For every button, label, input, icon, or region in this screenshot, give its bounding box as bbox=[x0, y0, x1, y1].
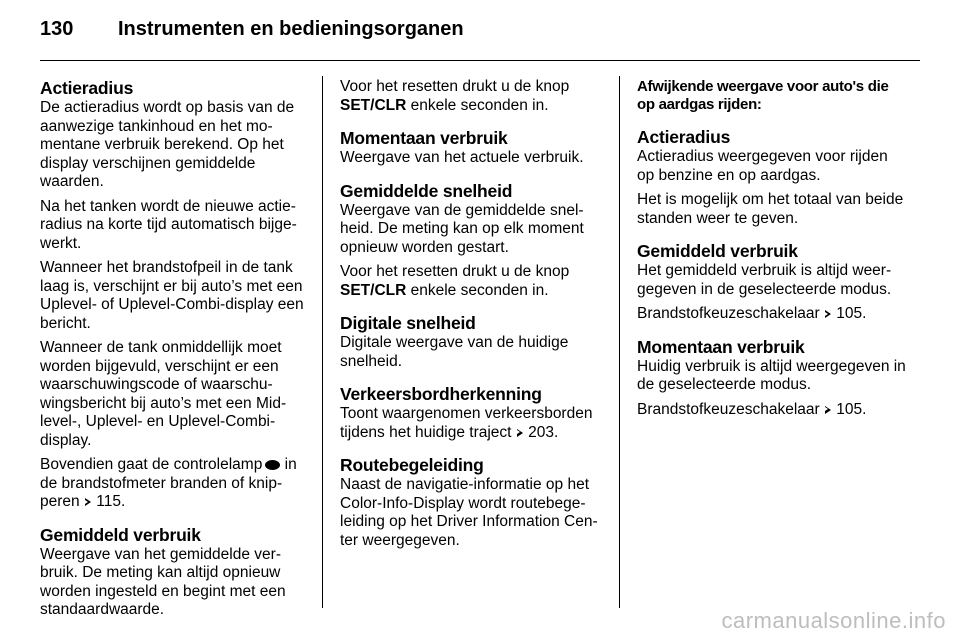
text: enkele seconden in. bbox=[410, 281, 549, 299]
text: enkele seconden in. bbox=[410, 96, 549, 114]
text: Voor het resetten drukt u de knop bbox=[340, 263, 570, 280]
section-title: Actieradius bbox=[637, 127, 731, 147]
key-label: SET/CLR bbox=[340, 281, 407, 299]
intro-heading: Afwijkende weergave voor auto's die op aardgas rijden: bbox=[637, 78, 889, 113]
section-gemiddeld-verbruik bbox=[40, 525, 312, 620]
page-reference-icon bbox=[517, 428, 523, 437]
section-actieradius bbox=[40, 78, 312, 512]
section-digitale-snelheid bbox=[340, 313, 608, 371]
section-title: Momentaan verbruik bbox=[340, 128, 508, 148]
section-verkeersbordherkenning bbox=[340, 384, 608, 442]
page-header bbox=[40, 18, 920, 48]
page-reference-icon bbox=[825, 405, 831, 414]
column-divider-2 bbox=[619, 76, 620, 608]
paragraph bbox=[340, 78, 608, 115]
section-momentaan-verbruik bbox=[340, 128, 608, 168]
text: in de brandstofmeter branden of knipperen bbox=[40, 456, 297, 510]
paragraph: De actieradius wordt op basis van de aanwezige tankinhoud en het momentane verbruik berekend. Op het display verschijnen gemiddelde waarden. bbox=[40, 99, 295, 190]
paragraph: Actieradius weergegeven voor rijden op benzine en op aardgas. bbox=[637, 148, 888, 184]
column-3 bbox=[637, 78, 907, 432]
text: Bovendien gaat de controlelamp bbox=[40, 456, 263, 473]
paragraph: Wanneer het brandstofpeil in de tank laag is, verschijnt er bij auto’s met een Uplevel- of Uplevel-Combi-display een bericht. bbox=[40, 259, 304, 332]
paragraph: Wanneer de tank onmiddellijk moet worden bijgevuld, verschijnt er een waarschuwingscode of waarschuwingsbericht bij auto’s met een Midlevel-, Uplevel- en Uplevel-Combi-display. bbox=[40, 339, 287, 449]
page-number: 130 bbox=[40, 18, 74, 40]
section-actieradius-cng bbox=[637, 127, 907, 228]
section-gemiddelde-snelheid bbox=[340, 181, 608, 301]
paragraph bbox=[340, 263, 608, 300]
paragraph: Weergave van het actuele verbruik. bbox=[340, 149, 584, 166]
page-reference[interactable]: 105. bbox=[836, 400, 867, 418]
key-label: SET/CLR bbox=[340, 96, 407, 114]
section-gemiddeld-verbruik-cng bbox=[637, 241, 907, 324]
paragraph bbox=[40, 456, 312, 512]
section-title: Gemiddelde snelheid bbox=[340, 180, 513, 201]
page-reference-icon bbox=[85, 497, 91, 506]
page-reference-icon bbox=[825, 309, 831, 318]
section-routebegeleiding bbox=[340, 455, 608, 550]
section-title: Gemiddeld verbruik bbox=[40, 524, 201, 545]
paragraph: Huidig verbruik is altijd weergegeven in de geselecteerde modus. bbox=[637, 357, 906, 393]
fuel-warning-icon bbox=[265, 460, 280, 470]
section-title: Actieradius bbox=[40, 78, 134, 98]
paragraph bbox=[340, 405, 608, 442]
paragraph: Weergave van het gemiddelde verbruik. De meting kan altijd opnieuw worden ingesteld en begint met een standaardwaarde. bbox=[40, 545, 286, 618]
section-title: Gemiddeld verbruik bbox=[637, 241, 798, 261]
column-1 bbox=[40, 78, 312, 633]
paragraph: Digitale weergave van de huidige snelheid. bbox=[340, 334, 569, 370]
section-title: Verkeersbordherkenning bbox=[340, 384, 542, 404]
paragraph: Na het tanken wordt de nieuwe actieradius na korte tijd automatisch bijgewerkt. bbox=[40, 197, 297, 252]
page-reference[interactable]: 115. bbox=[96, 493, 126, 510]
section-reset-note bbox=[340, 78, 608, 115]
text: Toont waargenomen verkeersborden tijdens het huidige traject bbox=[340, 405, 593, 441]
section-title: Routebegeleiding bbox=[340, 455, 484, 475]
column-divider-1 bbox=[322, 76, 323, 608]
paragraph: Naast de navigatie-informatie op het Color-Info-Display wordt routebegeleiding op het Driver Information Center weergegeven. bbox=[340, 476, 598, 549]
page-reference[interactable]: 203. bbox=[528, 423, 559, 441]
watermark: carmanualsonline.info bbox=[721, 608, 946, 633]
text: Brandstofkeuzeschakelaar bbox=[637, 400, 820, 418]
page-reference[interactable]: 105. bbox=[836, 305, 867, 322]
paragraph bbox=[637, 401, 907, 420]
paragraph bbox=[637, 305, 907, 324]
column-2 bbox=[340, 78, 608, 563]
header-rule bbox=[40, 60, 920, 61]
paragraph: Het gemiddeld verbruik is altijd weergegeven in de geselecteerde modus. bbox=[637, 262, 892, 298]
section-title: Digitale snelheid bbox=[340, 313, 476, 333]
page-title: Instrumenten en bedieningsorganen bbox=[118, 18, 464, 40]
paragraph: Het is mogelijk om het totaal van beide standen weer te geven. bbox=[637, 191, 904, 227]
paragraph: Weergave van de gemiddelde snelheid. De meting kan op elk moment opnieuw worden gestart. bbox=[340, 201, 584, 256]
section-momentaan-verbruik-cng bbox=[637, 337, 907, 420]
section-title: Momentaan verbruik bbox=[637, 336, 805, 357]
text: Brandstofkeuzeschakelaar bbox=[637, 305, 820, 322]
text: Voor het resetten drukt u de knop bbox=[340, 78, 570, 95]
